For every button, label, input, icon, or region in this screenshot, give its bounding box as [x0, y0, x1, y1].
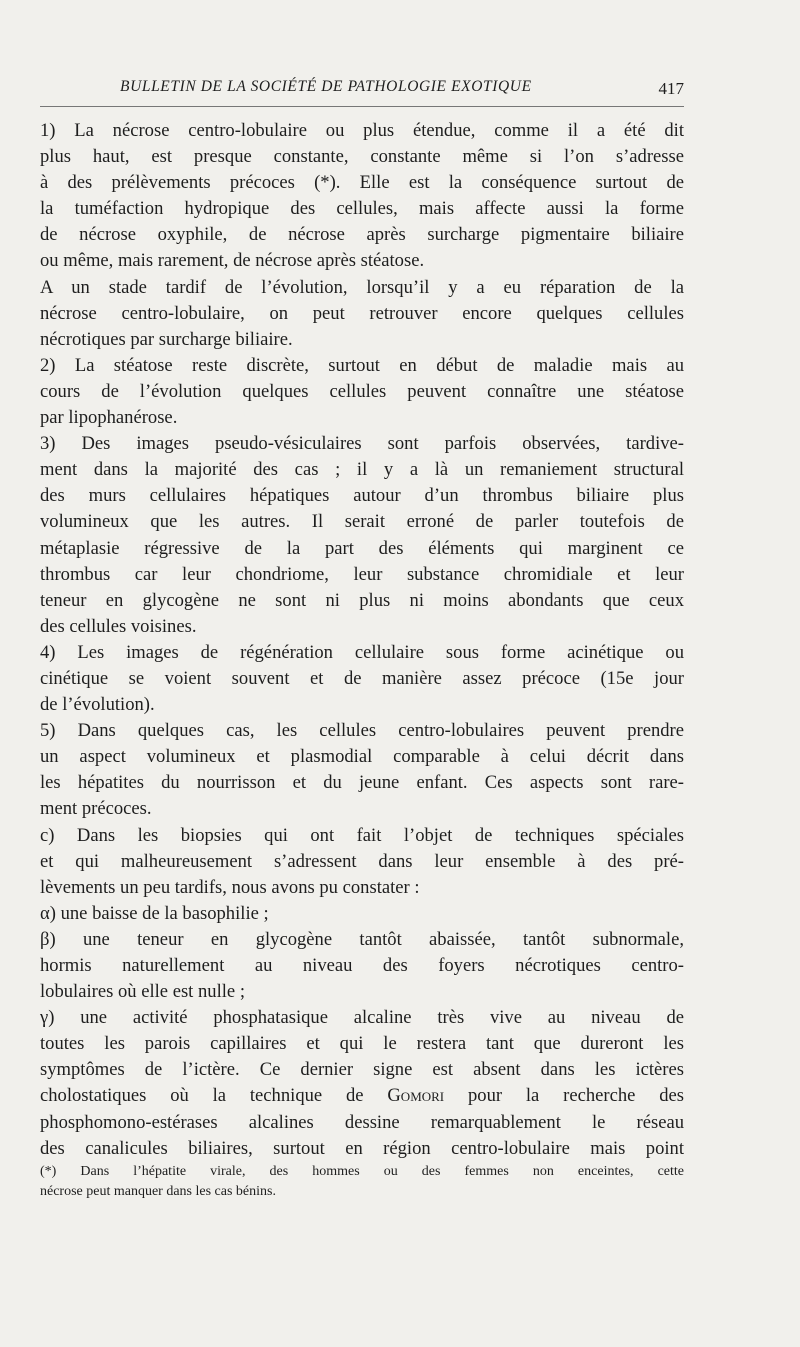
text-line: nécrotiques par surcharge biliaire.: [40, 328, 293, 350]
text-line: des cellules voisines.: [40, 615, 197, 637]
text-line: 3) Des images pseudo-vésiculaires sont parfois observées, tardive-: [40, 433, 684, 455]
text-line: A un stade tardif de l’évolution, lorsqu’il y a eu réparation de la: [40, 276, 684, 298]
text-line: ou même, mais rarement, de nécrose après stéatose.: [40, 250, 425, 272]
text-line: de nécrose oxyphile, de nécrose après surcharge pigmentaire biliaire: [40, 224, 684, 246]
paragraph-steatose: [40, 353, 684, 431]
text-line: plus haut, est presque constante, constante même si l’on s’adresse: [40, 146, 684, 168]
footnote: [40, 1162, 684, 1202]
text-line: thrombus car leur chondriome, leur substance chromidiale et leur: [40, 563, 684, 585]
paragraph-plasmodial: [40, 718, 684, 822]
text-line: cinétique se voient souvent et de manière assez précoce (15e jour: [40, 667, 684, 689]
text-line: toutes les parois capillaires et qui le restera tant que dureront les: [40, 1033, 684, 1055]
text-line: ment dans la majorité des cas ; il y a là un remaniement structural: [40, 459, 684, 481]
text-line: des canalicules biliaires, surtout en région centro-lobulaire mais point: [40, 1137, 684, 1159]
text-line: 1) La nécrose centro-lobulaire ou plus étendue, comme il a été dit: [40, 120, 684, 141]
paragraph-beta: [40, 927, 684, 1005]
text-line: volumineux que les autres. Il serait erroné de parler toutefois de: [40, 511, 684, 533]
footnote-line: (*) Dans l’hépatite virale, des hommes ou des femmes non enceintes, cette: [40, 1164, 684, 1179]
text-line: la tuméfaction hydropique des cellules, mais affecte aussi la forme: [40, 198, 684, 220]
text-line: lèvements un peu tardifs, nous avons pu constater :: [40, 876, 420, 898]
paragraph-biopsies: [40, 823, 684, 901]
text-line: lobulaires où elle est nulle ;: [40, 981, 245, 1003]
text-segment: pour la recherche des: [444, 1085, 684, 1107]
text-line: phosphomono-estérases alcalines dessine remarquablement le réseau: [40, 1111, 684, 1133]
paragraph-necrose: [40, 118, 684, 275]
paragraph-alpha: [40, 901, 684, 927]
text-line: 5) Dans quelques cas, les cellules centro-lobulaires peuvent prendre: [40, 720, 684, 742]
page-header: [40, 76, 684, 104]
text-segment: cholostatiques où la technique de: [40, 1085, 388, 1107]
paragraph-stade-tardif: [40, 275, 684, 353]
page-number: 417: [658, 79, 684, 98]
text-line: hormis naturellement au niveau des foyers nécrotiques centro-: [40, 955, 684, 976]
text-line: à des prélèvements précoces (*). Elle est la conséquence surtout de: [40, 172, 684, 194]
running-head: BULLETIN DE LA SOCIÉTÉ DE PATHOLOGIE EXOTIQUE: [120, 78, 532, 95]
text-line: symptômes de l’ictère. Ce dernier signe est absent dans les ictères: [40, 1059, 684, 1081]
text-line: les hépatites du nourrisson et du jeune enfant. Ces aspects sont rare-: [40, 772, 684, 794]
text-line: [40, 1083, 684, 1109]
text-line: des murs cellulaires hépatiques autour d’un thrombus biliaire plus: [40, 485, 684, 507]
text-line: un aspect volumineux et plasmodial comparable à celui décrit dans: [40, 746, 684, 768]
text-line: c) Dans les biopsies qui ont fait l’objet de techniques spéciales: [40, 824, 684, 846]
text-line: γ) une activité phosphatasique alcaline très vive au niveau de: [40, 1007, 684, 1029]
text-line: et qui malheureusement s’adressent dans leur ensemble à des pré-: [40, 850, 684, 872]
text-line: teneur en glycogène ne sont ni plus ni moins abondants que ceux: [40, 589, 684, 611]
text-line: ment précoces.: [40, 798, 152, 820]
text-line: cours de l’évolution quelques cellules peuvent connaître une stéatose: [40, 380, 684, 402]
text-line: α) une baisse de la basophilie ;: [40, 902, 269, 924]
author-name: Gomori: [387, 1085, 445, 1107]
paragraph-gamma: [40, 1005, 684, 1162]
text-line: par lipophanérose.: [40, 407, 178, 429]
footnote-line: nécrose peut manquer dans les cas bénins.: [40, 1184, 276, 1199]
paragraph-pseudo-vesiculaires: [40, 431, 684, 640]
text-line: β) une teneur en glycogène tantôt abaissée, tantôt subnormale,: [40, 928, 684, 950]
header-rule: [40, 106, 684, 107]
text-line: 4) Les images de régénération cellulaire sous forme acinétique ou: [40, 641, 684, 663]
text-line: nécrose centro-lobulaire, on peut retrouver encore quelques cellules: [40, 302, 684, 324]
text-line: métaplasie régressive de la part des éléments qui marginent ce: [40, 537, 684, 559]
text-line: de l’évolution).: [40, 694, 155, 716]
body-text: [40, 118, 684, 1162]
text-line: 2) La stéatose reste discrète, surtout en début de maladie mais au: [40, 354, 684, 376]
paragraph-regeneration: [40, 640, 684, 718]
